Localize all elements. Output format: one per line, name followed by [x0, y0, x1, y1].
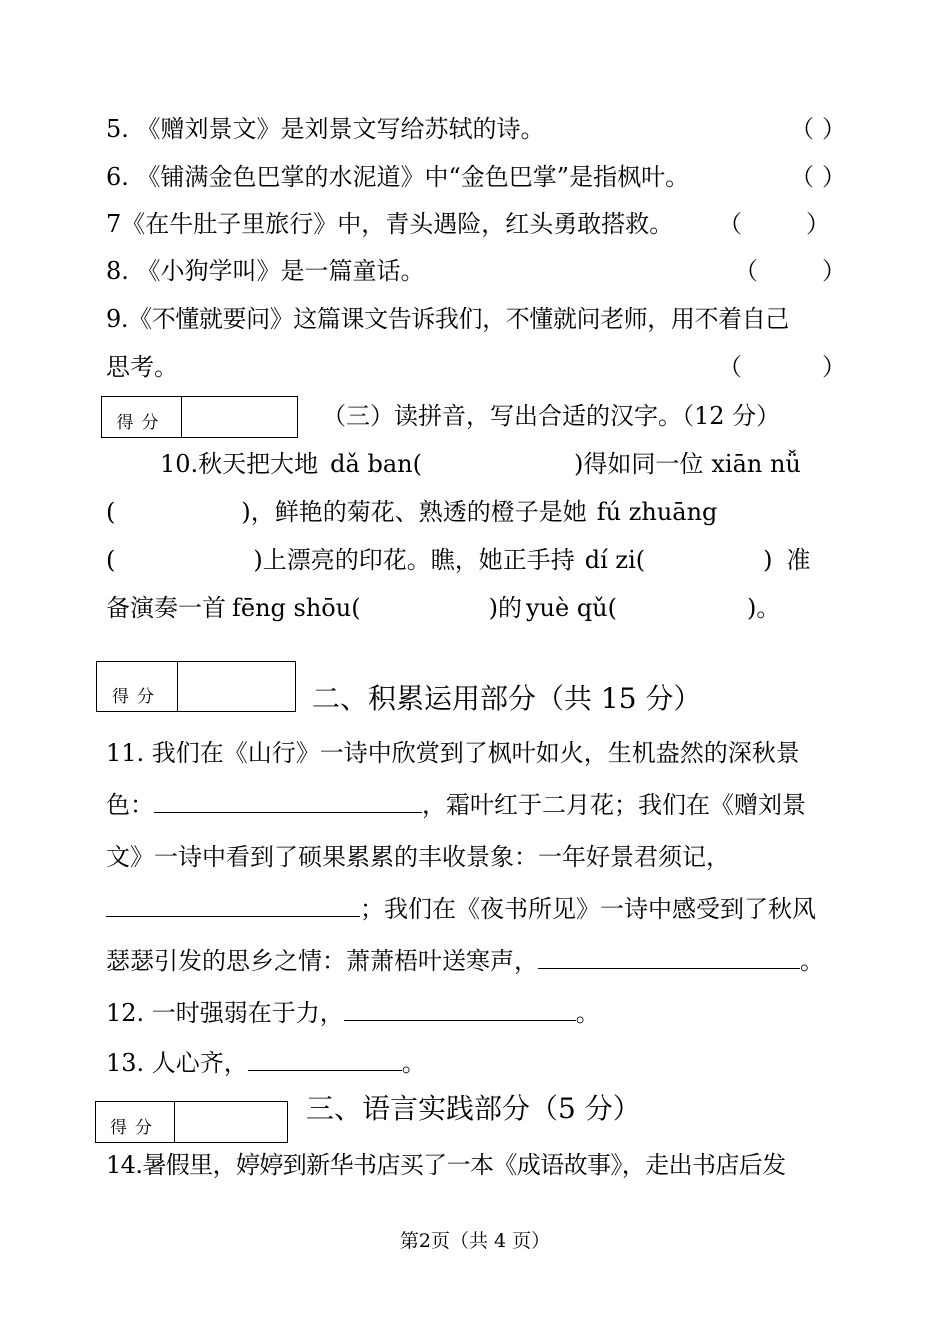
q11-line3: 文》一诗中看到了硕果累累的丰收景象：一年好景君须记，: [106, 843, 730, 871]
answer-blank-q11-2[interactable]: [106, 894, 360, 917]
question-9-line2: 思考。: [106, 353, 178, 381]
question-5: 5. 《赠刘景文》是刘景文写给苏轼的诗。: [106, 115, 545, 143]
pinyin-dizi: dí zi: [584, 546, 636, 574]
answer-blank-q11-3[interactable]: [538, 946, 800, 969]
q11-line4: ；我们在《夜书所见》一诗中感受到了秋风: [106, 893, 816, 925]
q10-text-5: 准: [786, 546, 811, 574]
score-box-value[interactable]: [182, 397, 297, 437]
part-2-heading: 二、积累运用部分（共 15 分）: [312, 682, 702, 715]
q10-text-7: 的: [497, 594, 522, 622]
score-box-label: 得分: [102, 397, 182, 437]
part-3-heading: 三、语言实践部分（5 分）: [306, 1092, 641, 1125]
answer-paren-close-5: ）: [822, 115, 846, 143]
pinyin-yuequ: yuè qǔ: [525, 594, 608, 622]
answer-paren-close-6: ）: [822, 163, 846, 191]
section-3-heading: （三）读拼音，写出合适的汉字。（12 分）: [322, 402, 781, 430]
q11-line1: 11. 我们在《山行》一诗中欣赏到了枫叶如火，生机盎然的深秋景: [106, 739, 800, 767]
q10-text-3: ，鲜艳的菊花、熟透的橙子是她: [250, 498, 587, 526]
answer-blank-q11-1[interactable]: [154, 790, 422, 813]
pinyin-fuzhuang: fú zhuāng: [596, 498, 718, 526]
answer-paren-open-9: （: [718, 353, 742, 381]
q12: 12. 一时强弱在于力， 。: [106, 999, 600, 1027]
q11-line5: 瑟瑟引发的思乡之情：萧萧梧叶送寒声， 。: [106, 947, 824, 975]
q10-text-6: 备演奏一首: [106, 594, 226, 622]
answer-paren-close-9: ）: [822, 353, 846, 381]
question-6: 6. 《铺满金色巴掌的水泥道》中“金色巴掌”是指枫叶。: [106, 163, 690, 191]
pinyin-daban: dǎ ban: [330, 450, 413, 478]
q10-text-8: 。: [756, 594, 781, 622]
q10-line4: 备演奏一首 fēng shōu( )的 yuè qǔ( )。: [106, 594, 781, 622]
answer-paren-open-5: （: [790, 115, 814, 143]
q10-line3: ( )上漂亮的印花。瞧，她正手持 dí zi( ) 准: [106, 546, 811, 574]
answer-paren-close-8: ）: [822, 257, 846, 285]
question-8: 8. 《小狗学叫》是一篇童话。: [106, 257, 425, 285]
score-box-part-2: [96, 661, 296, 712]
answer-blank-q13[interactable]: [248, 1048, 402, 1071]
q10-line2: ( )，鲜艳的菊花、熟透的橙子是她 fú zhuāng: [106, 498, 718, 526]
q10-line1: 10.秋天把大地 dǎ ban( )得如同一位 xiān nǚ: [160, 450, 801, 478]
pinyin-fengshou: fēng shōu: [232, 594, 352, 622]
score-box-part-3: [95, 1101, 288, 1143]
score-box-section-3: [101, 396, 298, 438]
answer-paren-open-6: （: [790, 163, 814, 191]
q11-line2: 色： ，霜叶红于二月花；我们在《赠刘景: [106, 791, 806, 819]
answer-paren-open-8: （: [734, 257, 758, 285]
score-box-value[interactable]: [175, 1102, 287, 1142]
q14-line1: 14.暑假里，婷婷到新华书店买了一本《成语故事》，走出书店后发: [106, 1151, 786, 1179]
answer-paren-close-7: ）: [806, 210, 830, 238]
score-box-label: 得分: [96, 1102, 175, 1142]
question-9-line1: 9.《不懂就要问》这篇课文告诉我们，不懂就问老师，用不着自己: [106, 305, 789, 333]
q13: 13. 人心齐， 。: [106, 1049, 426, 1077]
score-box-value[interactable]: [178, 662, 295, 711]
page-footer: 第2页（共 4 页）: [399, 1230, 551, 1252]
q10-text-1: 10.秋天把大地: [160, 450, 319, 478]
answer-blank-q12[interactable]: [344, 998, 576, 1021]
score-box-label: 得分: [97, 662, 178, 711]
question-7: 7《在牛肚子里旅行》中，青头遇险，红头勇敢搭救。: [106, 210, 674, 238]
q10-text-4: 上漂亮的印花。瞧，她正手持: [262, 546, 575, 574]
pinyin-xiannv: xiān nǚ: [711, 450, 801, 478]
answer-paren-open-7: （: [718, 210, 742, 238]
q10-text-2: 得如同一位: [583, 450, 704, 478]
